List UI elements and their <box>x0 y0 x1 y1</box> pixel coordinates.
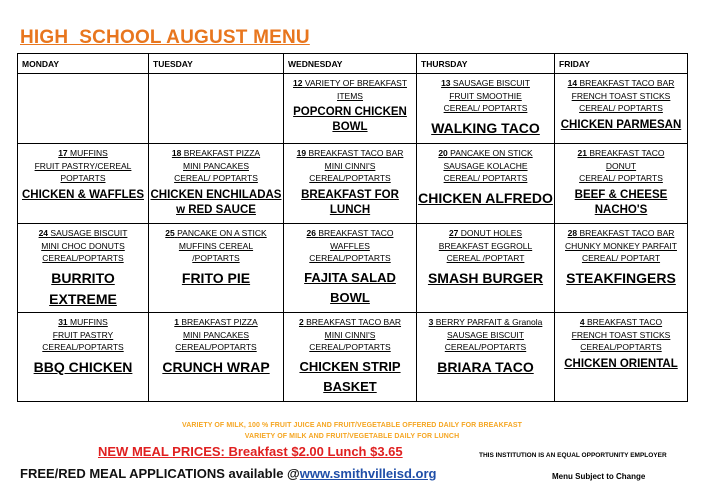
breakfast-item-with-date <box>284 147 416 160</box>
day-cell-tuesday <box>149 313 284 402</box>
day-cell-thursday <box>417 224 555 313</box>
day-cell-friday <box>555 224 688 313</box>
breakfast-item: BREAKFAST EGGROLL <box>438 240 533 251</box>
lunch-entree: w RED SAUCE <box>176 203 256 216</box>
date-number: 27 <box>448 228 459 238</box>
date-number: 17 <box>58 148 68 158</box>
breakfast-item-with-date <box>555 147 687 160</box>
date-number: 25 <box>165 228 175 238</box>
lunch-entree: SMASH BURGER <box>427 269 544 286</box>
breakfast-item-with-date <box>284 316 416 329</box>
date-number: 4 <box>579 317 585 327</box>
day-cell-thursday <box>417 144 555 224</box>
day-cell-wednesday <box>284 313 417 402</box>
breakfast-item-text: SAUSAGE BISCUIT <box>452 78 530 88</box>
breakfast-item-with-date <box>284 227 416 240</box>
breakfast-item-with-date <box>18 316 148 329</box>
lunch-entree: FAJITA SALAD <box>304 269 396 285</box>
breakfast-item-text: BREAKFAST TACO BAR <box>306 317 402 327</box>
lunch-entree: BEEF & CHEESE NACHO'S <box>574 188 668 216</box>
page-title: HIGH SCHOOL AUGUST MENU <box>20 27 310 48</box>
breakfast-item: MINI CHOC DONUTS <box>41 240 125 251</box>
day-cell-wednesday <box>284 224 417 313</box>
lunch-entree: CHICKEN & WAFFLES <box>21 188 145 201</box>
lunch-entree: CHICKEN PARMESAN <box>560 118 682 131</box>
free-reduced-applications <box>20 466 437 481</box>
breakfast-item: CHUNKY MONKEY PARFAIT <box>565 240 677 251</box>
subject-to-change-note: Menu Subject to Change <box>552 472 646 481</box>
lunch-entree: STEAKFINGERS <box>566 269 676 286</box>
breakfast-item: MUFFINS CEREAL <box>178 240 254 251</box>
date-number: 19 <box>296 148 307 158</box>
breakfast-item: CEREAL/ POPTART <box>581 253 661 263</box>
day-cell-wednesday <box>284 144 417 224</box>
breakfast-item-with-date <box>18 147 148 160</box>
day-cell-wednesday <box>284 74 417 144</box>
day-cell-monday <box>18 144 149 224</box>
lunch-entree: BASKET <box>323 378 377 394</box>
day-cell-monday <box>18 224 149 313</box>
date-number: 13 <box>441 78 451 88</box>
lunch-notice: VARIETY OF MILK AND FRUIT/VEGETABLE DAILY FOR LUNCH <box>244 433 460 440</box>
breakfast-item: DONUT <box>605 160 637 171</box>
breakfast-item-with-date <box>149 147 283 160</box>
breakfast-item-text: PANCAKE ON A STICK <box>177 228 267 238</box>
breakfast-item: MINI PANCAKES <box>183 329 249 340</box>
equal-opportunity-notice: THIS INSTITUTION IS AN EQUAL OPPORTUNITY EMPLOYER <box>479 452 667 459</box>
breakfast-item: FRUIT SMOOTHIE <box>449 90 522 101</box>
breakfast-item: CEREAL/POPTARTS <box>42 342 124 352</box>
breakfast-item-with-date <box>149 227 283 240</box>
breakfast-item-text: PANCAKE ON STICK <box>450 148 533 158</box>
breakfast-item-text: BERRY PARFAIT & Granola <box>435 317 543 327</box>
breakfast-item: MINI CINNI'S <box>324 160 376 171</box>
date-number: 21 <box>577 148 587 158</box>
breakfast-item: FRENCH TOAST STICKS <box>571 329 671 340</box>
header-monday: MONDAY <box>18 54 149 74</box>
breakfast-item-with-date <box>417 77 554 90</box>
lunch-entree: CHICKEN ALFREDO <box>418 189 553 206</box>
lunch-entree: WALKING TACO <box>431 119 540 136</box>
day-cell-friday <box>555 144 688 224</box>
breakfast-item-text: BREAKFAST TACO <box>587 317 663 327</box>
breakfast-item-text: BREAKFAST PIZZA <box>181 317 258 327</box>
breakfast-item: CEREAL/ POPTARTS <box>174 173 258 183</box>
week-row <box>18 144 688 224</box>
lunch-entree: FRITO PIE <box>181 269 251 286</box>
lunch-entree: CHICKEN STRIP <box>299 358 401 374</box>
breakfast-item-with-date <box>18 227 148 240</box>
date-number: 14 <box>567 78 578 88</box>
menu-calendar-table <box>17 53 688 402</box>
header-wednesday: WEDNESDAY <box>284 54 417 74</box>
breakfast-item: FRUIT PASTRY <box>52 329 114 340</box>
breakfast-item-text: BREAKFAST TACO <box>318 228 394 238</box>
week-row <box>18 313 688 402</box>
lunch-entree: CRUNCH WRAP <box>162 358 270 375</box>
breakfast-item: CEREAL/ POPTARTS <box>443 173 528 183</box>
date-number: 31 <box>58 317 68 327</box>
date-number: 1 <box>174 317 179 327</box>
breakfast-item-text: BREAKFAST TACO <box>589 148 665 158</box>
day-cell-monday <box>18 313 149 402</box>
date-number: 12 <box>292 78 303 88</box>
day-cell-tuesday <box>149 224 284 313</box>
meal-prices: NEW MEAL PRICES: Breakfast $2.00 Lunch $3.65 <box>98 444 403 459</box>
breakfast-item-text: MUFFINS <box>70 317 108 327</box>
lunch-entree: CHICKEN ENCHILADAS <box>150 188 282 201</box>
week-row <box>18 74 688 144</box>
breakfast-item-text: MUFFINS <box>70 148 108 158</box>
breakfast-item-with-date <box>417 227 554 240</box>
breakfast-item: /POPTARTS <box>192 253 240 263</box>
breakfast-item-with-date <box>149 316 283 329</box>
weekday-header-row <box>18 54 688 74</box>
day-cell-monday <box>18 74 149 144</box>
breakfast-item-text: SAUSAGE BISCUIT <box>50 228 128 238</box>
day-cell-friday <box>555 74 688 144</box>
breakfast-item: WAFFLES <box>330 240 370 251</box>
breakfast-item: CEREAL/POPTARTS <box>175 342 257 352</box>
header-tuesday: TUESDAY <box>149 54 284 74</box>
breakfast-item-text: VARIETY OF BREAKFAST <box>304 78 408 88</box>
date-number: 28 <box>567 228 578 238</box>
breakfast-item: FRENCH TOAST STICKS <box>571 90 671 101</box>
date-number: 26 <box>306 228 316 238</box>
breakfast-item: MINI CINNI'S <box>324 329 376 340</box>
breakfast-notice: VARIETY OF MILK, 100 % FRUIT JUICE AND FRUIT/VEGETABLE OFFERED DAILY FOR BREAKFAST <box>181 422 523 429</box>
breakfast-item-text: BREAKFAST TACO BAR <box>579 228 675 238</box>
breakfast-item: CEREAL/POPTARTS <box>444 342 527 352</box>
lunch-entree: BURRITO EXTREME <box>49 269 117 307</box>
date-number: 20 <box>438 148 448 158</box>
lunch-entree: BRIARA TACO <box>437 358 534 375</box>
breakfast-item: CEREAL/ POPTARTS <box>579 173 663 183</box>
lunch-entree: BREAKFAST FOR <box>301 188 399 201</box>
breakfast-item-with-date <box>555 77 687 90</box>
breakfast-item: CEREAL/ POPTARTS <box>443 103 528 113</box>
lunch-entree: LUNCH <box>329 203 371 216</box>
lunch-entree: BOWL <box>332 121 368 133</box>
breakfast-item-with-date <box>555 316 687 329</box>
breakfast-item: CEREAL/POPTARTS <box>309 342 391 352</box>
date-number: 24 <box>38 228 49 238</box>
lunch-entree: POPCORN CHICKEN <box>293 106 407 118</box>
breakfast-item-text: DONUT HOLES <box>460 228 523 238</box>
week-row <box>18 224 688 313</box>
breakfast-item-text: BREAKFAST PIZZA <box>183 148 261 158</box>
lunch-entree: BOWL <box>330 289 370 305</box>
breakfast-item: FRUIT PASTRY/CEREAL <box>34 160 132 171</box>
breakfast-item-with-date <box>284 77 416 90</box>
breakfast-item: MINI PANCAKES <box>183 160 249 171</box>
breakfast-item-with-date <box>417 147 554 160</box>
header-thursday: THURSDAY <box>417 54 555 74</box>
day-cell-thursday <box>417 313 555 402</box>
day-cell-thursday <box>417 74 555 144</box>
breakfast-item: SAUSAGE BISCUIT <box>447 329 524 340</box>
date-number: 2 <box>298 317 304 327</box>
website-link[interactable]: www.smithvilleisd.org <box>299 466 437 481</box>
day-cell-friday <box>555 313 688 402</box>
breakfast-item: CEREAL/POPTARTS <box>309 173 391 183</box>
date-number: 18 <box>171 148 182 158</box>
breakfast-item: CEREAL/POPTARTS <box>42 253 124 263</box>
breakfast-item: ITEMS <box>337 90 363 101</box>
day-cell-tuesday <box>149 144 284 224</box>
free-reduced-text: FREE/RED MEAL APPLICATIONS available @ <box>20 466 300 481</box>
breakfast-item: CEREAL/POPTARTS <box>309 253 391 263</box>
lunch-entree: CHICKEN ORIENTAL <box>564 357 678 370</box>
header-friday: FRIDAY <box>555 54 688 74</box>
breakfast-item: SAUSAGE KOLACHE <box>443 160 528 171</box>
date-number: 3 <box>428 317 434 327</box>
breakfast-item: CEREAL/POPTARTS <box>580 342 662 352</box>
breakfast-item-text: BREAKFAST TACO BAR <box>308 148 404 158</box>
breakfast-item-text: BREAKFAST TACO BAR <box>579 78 675 88</box>
day-cell-tuesday <box>149 74 284 144</box>
breakfast-item: POPTARTS <box>60 173 106 183</box>
breakfast-item: CEREAL/ POPTARTS <box>579 103 663 113</box>
breakfast-item-with-date <box>555 227 687 240</box>
breakfast-item-with-date <box>417 316 554 329</box>
breakfast-item: CEREAL /POPTART <box>446 253 525 263</box>
lunch-entree: BBQ CHICKEN <box>33 358 133 375</box>
